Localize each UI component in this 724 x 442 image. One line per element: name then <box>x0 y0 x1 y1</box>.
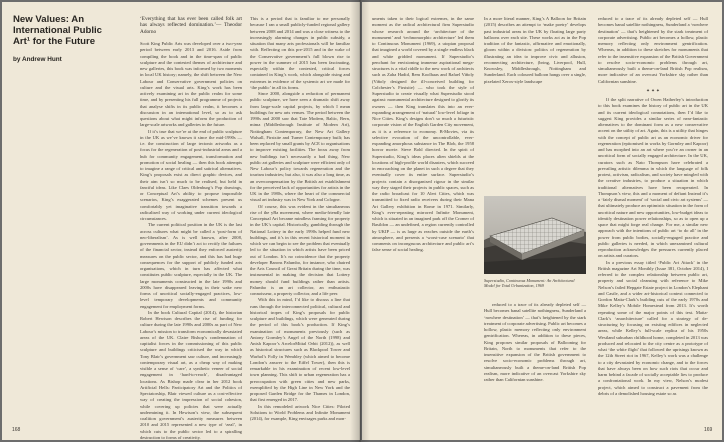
paragraph: The current political position in the UK is the last across cultures what might be called a ‘post-form of neo-liberalism’. As is well known, after 2008, governments in the EU didn’t act to rectify the failures of the financial sector, instead they enforced austerity measures on the public sector, and this has had huge consequences for the support of publicly funded arts organisations, which in turn has affected what constitutes public sculpture, especially in the UK. The large monuments constructed in the late 1990s and 2000s have disappeared leaving in their wake new forms of uncritical socially-engaged practices, low-level temporary developments and community engagement for employment forms. <box>140 222 242 309</box>
paragraph: Since 2000, alongside a reduction of permanent public sculpture, we have seen a dramatic shift away from large-scale capital projects, by which I mean buildings for new arts venues. The period between the 1990s and 2000 saw that Tate Modern, Baltic, Bern, mima (Middlesbrough Institute of Modern Art), Nottingham Contemporary, the New Art Gallery Walsall, Firstsite and Turner Contemporary built; has been replaced by small grants by ACE to organisations to improve existing facilities. The focus away from new buildings isn’t necessarily a bad thing. New public art galleries and sculpture were efficient only of New Labour’s policy towards regeneration and the tourism industries; but also, it was also a long time, as an overcompensation by the British art establishment for the perceived lack of opportunities for artists in the UK in the 1980s, where the heart of the commercial visual art industry was in New York and Cologne. <box>250 91 350 203</box>
superstudio-photo <box>484 196 586 274</box>
epigraph: ‘Everything that has ever been called folk art has always reflected domination.’— Theodor Adorno <box>140 16 242 35</box>
paragraph: If the split narrative of Owen Hatherley’s introduction to this book examines the history of public art in the UK and its current ideological connotations, then I’d like to suggest King provides a similar series of near-fantastic alternatives to the dominant form as a new conservative accent on the utility of art. Again, this is a utility that hinges with the concept of public art as an economic driver for regeneration (epitomised in works by Gormley and Kapoor) and has morphed into an art where you’re an owner in an uncritical form of socially engaged architecture. In the UK, curators such as Nato Thompson have celebrated a prevailing artistic dilemma in which the language of folk protest, activism, radicalism, and society have mingled with the creative industries, to produce a situation in which traditional alternatives have been recuperated. In Thompson’s view, this and a moment of defiant Instead it’s a ‘fairly dismal moment’ of ‘social and civic art systems’ — that ultimately produce an optimistic situation in the form of uncritical nature and new opportunities, low-budget ideas to identify destination power relationships, so as to open up a space that might forge real change. For me, a similar new approach with the intentions of public art ‘to do all’ in the power from public bodies, socially-engaged practice and public galleries is needed, in which unexamined cultural reproduction acknowledges the pressures currently placed on artists and curators. <box>598 97 708 259</box>
paragraph: If it’s true that we’re at the end of public sculpture in the UK as we’ve known it since the mid-1990s — i.e. the construction of large tectonic artworks as a focus for the regeneration of post-industrial areas and a hub for community engagement, transformation and promotion of social healing — then this book attempts to imagine a range of critical and satirical alternatives. King’s proposals exist as direct graphic devices, and their aim isn’t so much to be realised, but held in fanciful ideas. Like Claes Oldenburg’s Pop drawings, or Conceptual Art’s ability to propose impossible scenarios, King’s exaggerated schemes present us comfortably yet imaginative transition towards a radicalised way of working under current ideological circumstances. <box>140 128 242 222</box>
section-divider: ✦ ✦ ✦ <box>646 87 660 93</box>
paragraph: Scott King Public Arts was developed over a two-year period between early 2013 and 2016. Aside from compiling the book and in the time-span of public sculpture and the contested themes of architecture and new galleries, this book was informed by two moments in local UK history; namely, the shift between the New Labour and Conservative government policies on culture and the visual arts. King’s work has been actively examining art in the public realm for some time, and by presenting his full programme of projects that analyse shifts in its public realm, it becomes a discussion in an international level, so as to ask questions about what might inform the production of large-scale artworks and galleries in the future. <box>140 41 242 128</box>
photo-caption: Superstudio, Continuous Monument: An Architectural Model for Total Urbanization, 1969 <box>484 278 575 289</box>
paragraph: In a previous essay titled ‘Public Art Attack’ in the British magazine Art Monthly (Issue 381, October 2014), I referred to the complex relationship between public art, property and social cleansing with reference to Mike Nelson’s failed Hepgate Estate project in London’s Elephant and Castle, and a wider art-historical context connected to Gordon Matta-Clark’s building cuts of the early 1970s and Mike Kelley’s Mobile Homestead from 2013. It’s worth repeating some of the major points of this text. Matta-Clark’s ‘anarchitecture’ called for a strategy of de-structuring by focusing on existing edifices in neglected areas, while Kelley’s full-scale replica of his 1950s Westland suburban childhood home, completed in 2013 was produced and relocated to the city centre as a prototype of what ‘the white flight’ that followed the uprisings known as the 12th Street riot in 1967, Kelley’s work was a challenge to a city devastated by economic change, and to the forces that have always been on how such riots that occur and harm behind a facade of socially acceptable lies to produce a confrontational work. In my view, Nelson’s modest project, which aimed to construct a pavement from the debris of a demolished housing estate so as <box>598 259 708 396</box>
article-title: New Values: An International Public Art¹ for the Future <box>13 14 103 47</box>
paragraph: In this remodeled artwork Nice Cities: Piloted Solutions to World Problems and Infinite Monument (2014), for example, King envisages parks and mon- <box>250 403 350 421</box>
paragraph: In the book Cultural Capital (2014), the historian Robert Hewison describes the rise of funding for culture during the late 1990s and 2000s as part of New Labour’s mission to transform economically devastated areas of the UK. Claire Bishop’s condemnation of capitalist forces in the commissioning of this public sculpture and buildings criticised the way in which Tony Blair’s government saw culture, and increasingly contemporary visual art, as a cheap way of making visible a sense of ‘care’, a synthetic veneer of social engagement in ‘hard-to-reach’, disadvantaged locations. As Bishop made clear in her 2012 book Artificial Hells: Participatory Art and the Politics of Spectatorship, Blair viewed culture as a cost-effective way of creating the impression of social cohesion, while covering up policies that were actually undermining it. In Hewison’s view, the subsequent coalition government’s austerity measures between 2010 and 2015 represented a new type of ‘zeal’, in which cuts to the public sector led to a spiralling destruction to forms of creativity. <box>140 309 242 440</box>
paragraph: Of course, this was evident in the simultaneous rise of the yBa movement, where media-friendly late Conceptual Art became mindless framing for property in the UK’s capital. Historically, gambling through the National Lottery in the early 1990s helped fund new buildings, and it’s in this recent historical moment in which we can begin to see the problem that eventually led to the situation in which artists have been priced out of London. It’s no coincidence that the property developer Barons Palumbo, for instance, who chaired the Arts Council of Great Britain during the time, was instrumental in making the decision that Lottery money should fund buildings rather than artists. Palumbo is an art collector, an enthusiastic connoisseur, a property collector, and a life peer. <box>250 203 350 296</box>
article-author: by Andrew Hunt <box>13 56 62 63</box>
book-gutter <box>350 0 370 442</box>
right-page <box>362 2 722 440</box>
right-column-3 <box>598 16 708 416</box>
paragraph: uments taken to their logical extremes, in the same moment as the radical architectural firm Superstudio whose research around the ‘architecture of the monument’ and ‘technomorphic architecture’ led them to Continuous Monument (1969), a utopian proposal that imagined a world covered by a single endless black and white gridded monument. If Superstudio’s penchant for envisioning immense aspirational mega-structures is a vital riddle to the new work of architects such as Zaha Hadid, Rem Koolhaas and Rafael Viñoly (Viñoly designed the ill-conceived building for Colchester’s Firstsite) — who took the style of Superstudio to create visually what Superstudio stood against: monumental architecture designed to glorify its owners — then King translates this into an ever-expanding arrangement of ‘natural’ low-level foliage in Nice Cities. King’s designs don’t so much a futuristic corporate vision of the English Garden City movement, as it is a reference to economy. B-Movies, via its selective evocation of the uncontrollable, ever-expanding amorphous substance in The Blob, the 1958 horror movie. Steve Bohl directed. In the spirit of Superstudio, King’s ideas places alien shields at the locations of high-profile world disasters, which succeed in encroaching on the planet in such a degree that they eventually cover its entire surface. Superstudio’s projects contain a disorganised rigour in the similar way they staged their projects in public spaces, such as the radio broadcast for 10 Alert Cities, which was transmitted to fixed radio receivers during their Mana Art Gallery exhibition in Rome in 1971. Similarly, King’s ever-repeating mirrored Infinite Monument, which is situated in an imagined park off the Cromer of Basildon — an undefined, a region currently controlled by UKIP — is as large as reaches outside the earth’s atmosphere, and presents a ‘worst-case scenario’ that comments on incongruous architecture and public art’s false sense of social healing. <box>372 16 474 253</box>
left-column-2 <box>250 16 350 421</box>
paragraph: reduced to a trace of its already depleted self — Hull becomes banal satellite nothingness, Sunderland a ‘nowhere destination’ — that’s heightened by the stark treatment of corporate advertising. Public art becomes a hollow, plastic memory reflecting only environment gentrification. Whereas, in addition to these pieces, King proposes similar proposals of Ballooning for Britain, North to monuments that refer to the insensitive expansion of the British government to resolve socio-economic problems through art, simultaneously built a theme-on-land British Pop realism, more indicative of an overcast Yorkshire sky rather than Californian sunshine. <box>484 302 586 382</box>
right-column-2-lower <box>484 302 586 406</box>
page-number-right: 169 <box>704 427 713 433</box>
photo-image <box>484 196 586 274</box>
page-number-left: 168 <box>12 427 21 433</box>
right-column-1 <box>372 16 474 416</box>
paragraph: reduced to a trace of its already depleted self — Hull becomes banal satellite nothingness, Sunderland a ‘nowhere destination’ — that’s heightened by the stark treatment of corporate advertising. Public art becomes a hollow, plastic memory reflecting only environment gentrification. Whereas, in addition to these sketches for monuments that refer to the insensitive expansion of the British Government to resolve socio-economic problems through art, simultaneously built a theme-on-land British Pop realism, more indicative of an overcast Yorkshire sky rather than Californian sunshine. <box>598 16 708 84</box>
left-column-1 <box>140 16 242 440</box>
paragraph: This is a period that is familiar to me personally because I ran a small publicly-funded regional gallery between 2008 and 2014 and was a close witness to the increasingly alarming changes in public subsidy, a situation that many arts professionals will be familiar with. Reflecting on this pre-2015 and in the wake of the Conservative government’s full blown rise to power in the summer of 2015 has been fascinating, especially within the contested, critical forces contained in King’s work, which alongside rising and extremes in evidence of the systemic art we made for ‘the public’ in all its forms. <box>250 16 350 90</box>
paragraph: With this in mind, I’d like to discuss a line that runs through the interconnected political, cultural and historical tropes of King’s proposals for public sculpture and buildings, which were generated during the period of this book’s production. If King’s examination of monuments previously (such as Antony Gormley’s Angel of the North (1998) and Anish Kapoor’s ArcelorMittal Orbit (2012)), as well as historical structures such as Blackpool Tower and Warhol’s Folly in Wembley (which aimed to become London’s answer to the Eiffel Tower), then this is remarkable in his examination of recent low-level town planning. This shift to urban regeneration has a preoccupation with green cities and new parks, exemplified by the High Line in New York and the proposed Garden Bridge for the Thames in London, that first emerged in 2017. <box>250 297 350 403</box>
paragraph: In a more literal manner, King’s A Balloon for Britain (2015) describes an attempt to ‘make poetry’ develops past industrial areas in the UK by floating large party balloons over each site. These works act as in the Pop tradition of the fantastic, affirmative and emotionally, gloom within a division: politics of regeneration by illustrating an idea to improve civic and allusion, reconnecting architecture, (bring, Liverpool, Hull, Knowsley, Middlesbrough, Nottingham and Sunderland. Each coloured balloon hangs over a single, pixelated Xerox-style landscape <box>484 16 586 84</box>
left-page <box>2 2 360 440</box>
